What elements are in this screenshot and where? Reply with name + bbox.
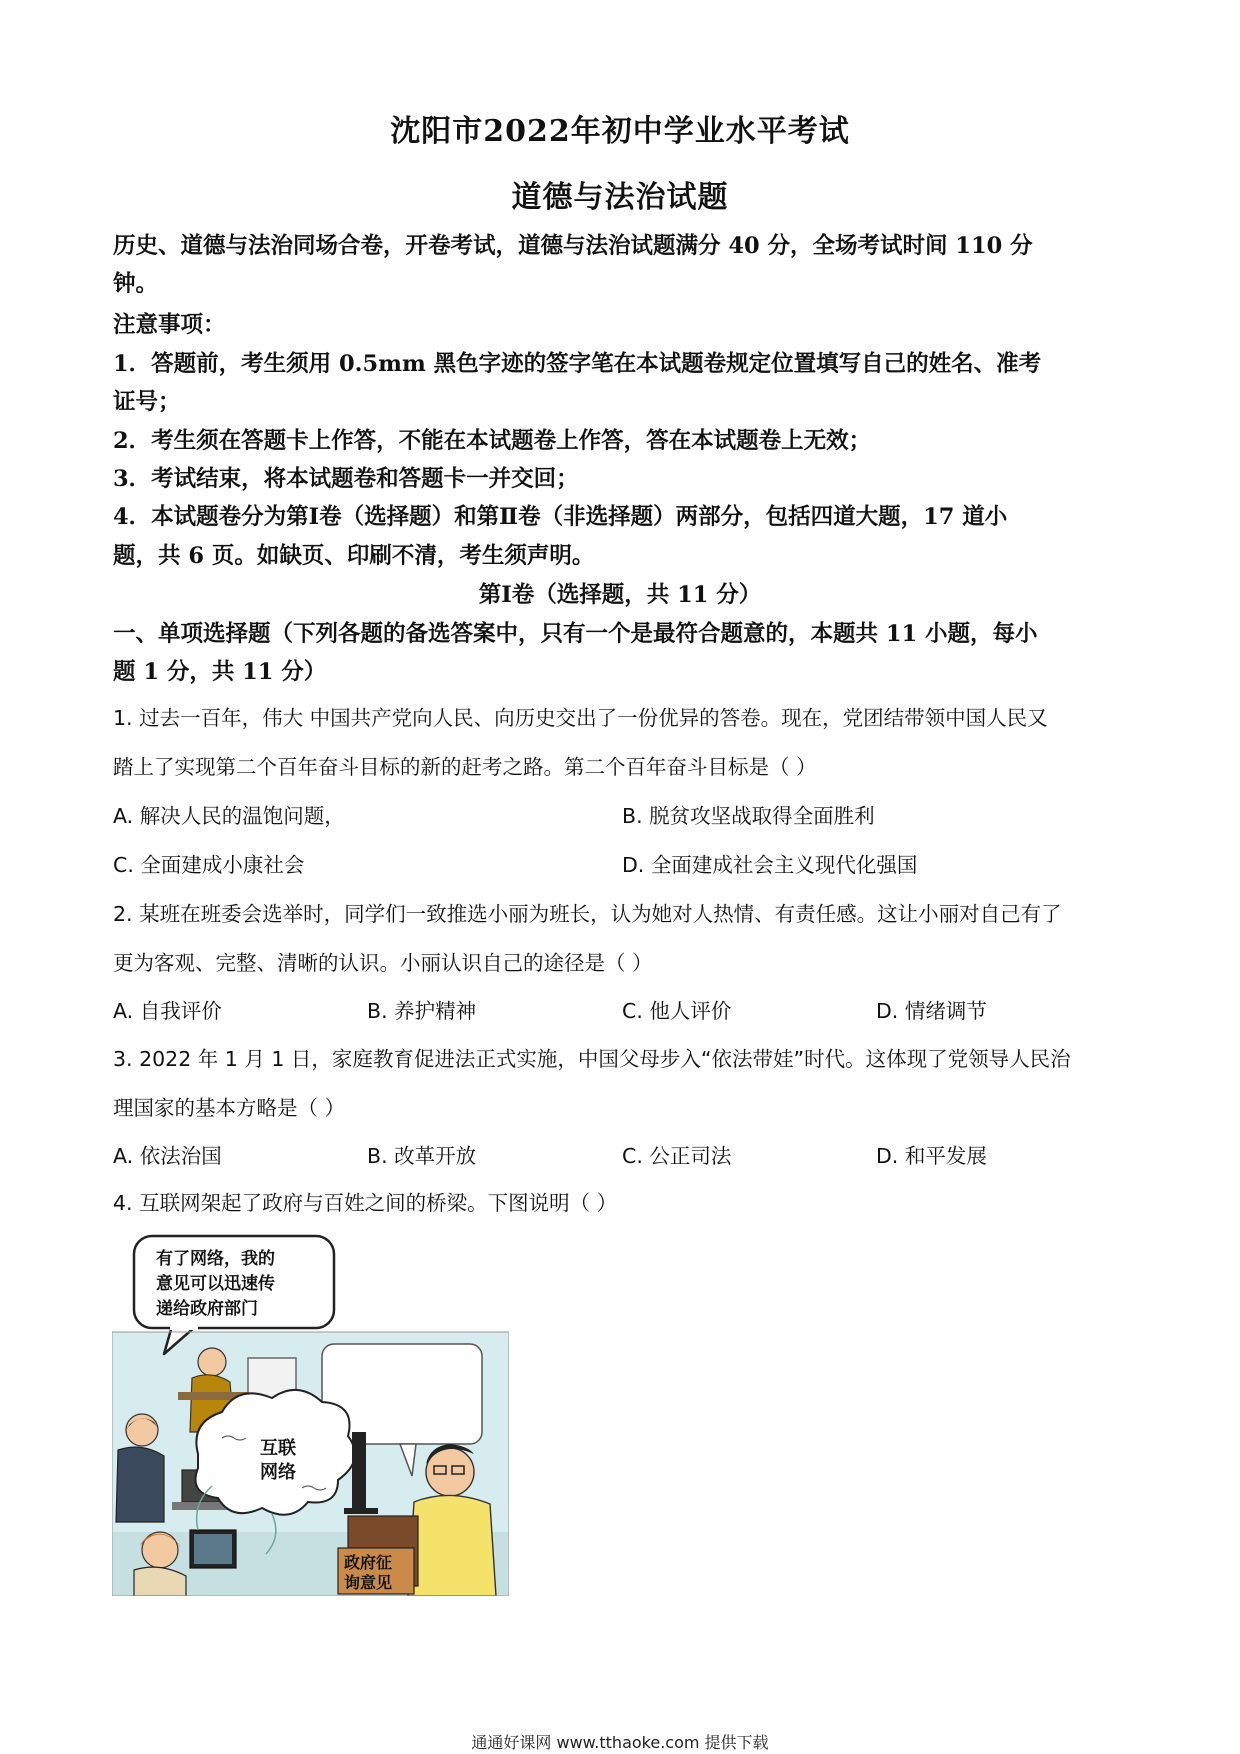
- sign-text-line-2: 询意见: [344, 1573, 393, 1592]
- notice-heading: 注意事项：: [113, 312, 226, 338]
- notice-item-2: 2．考生须在答题卡上作答，不能在本试题卷上作答，答在本试题卷上无效；: [113, 428, 872, 454]
- footer-credit: 通通好课网 www.tthaoke.com 提供下载: [471, 1733, 769, 1752]
- exam-subtitle: 道德与法治试题: [511, 180, 729, 215]
- question-1-line-2: 踏上了实现第二个百年奋斗目标的新的赶考之路。第二个百年奋斗目标是（ ）: [113, 755, 817, 779]
- question-3-option-b: B. 改革开放: [367, 1144, 477, 1168]
- question-3-line-2: 理国家的基本方略是（ ）: [113, 1096, 346, 1120]
- part-title: 第Ⅰ卷（选择题，共 11 分）: [478, 582, 762, 608]
- intro-line-1: 历史、道德与法治同场合卷，开卷考试，道德与法治试题满分 40 分，全场考试时间 110 分: [113, 233, 1033, 259]
- question-2-line-2: 更为客观、完整、清晰的认识。小丽认识自己的途径是（ ）: [113, 951, 653, 975]
- sign-text-line-1: 政府征: [344, 1553, 393, 1572]
- question-3-option-a: A. 依法治国: [113, 1144, 222, 1168]
- bubble-text-line-3: 递给政府部门: [156, 1299, 258, 1319]
- notice-item-3: 3．考试结束，将本试题卷和答题卡一并交回；: [113, 466, 579, 492]
- question-2-line-1: 2. 某班在班委会选举时，同学们一致推选小丽为班长，认为她对人热情、有责任感。这让小丽对自己有了: [113, 902, 1062, 926]
- question-1-line-1: 1. 过去一百年，伟大 中国共产党向人民、向历史交出了一份优异的答卷。现在，党团结带领中国人民又: [113, 706, 1048, 730]
- question-1-option-d: D. 全面建成社会主义现代化强国: [622, 853, 918, 877]
- section-heading-line-2: 题 1 分，共 11 分）: [113, 659, 327, 685]
- question-1-option-a: A. 解决人民的温饱问题，: [113, 804, 345, 828]
- question-2-option-a: A. 自我评价: [113, 999, 222, 1023]
- bubble-text-line-2: 意见可以迅速传: [156, 1274, 275, 1294]
- notice-item-1-line-1: 1．答题前，考生须用 0.5mm 黑色字迹的签字笔在本试题卷规定位置填写自己的姓名、准考: [113, 351, 1042, 377]
- question-3-option-c: C. 公正司法: [622, 1144, 732, 1168]
- bubble-text-line-1: 有了网络，我的: [156, 1249, 275, 1269]
- question-2-option-b: B. 养护精神: [367, 999, 477, 1023]
- notice-item-4-line-2: 题，共 6 页。如缺页、印刷不清，考生须声明。: [113, 543, 595, 569]
- exam-title: 沈阳市2022年初中学业水平考试: [390, 114, 850, 149]
- cloud-text-line-2: 网络: [260, 1462, 296, 1483]
- question-2-option-c: C. 他人评价: [622, 999, 732, 1023]
- intro-line-2: 钟。: [113, 271, 159, 297]
- question-4-line-1: 4. 互联网架起了政府与百姓之间的桥梁。下图说明（ ）: [113, 1191, 618, 1215]
- cartoon-illustration: [112, 1232, 509, 1596]
- question-2-option-d: D. 情绪调节: [876, 999, 987, 1023]
- question-3-line-1: 3. 2022 年 1 月 1 日，家庭教育促进法正式实施，中国父母步入“依法带娃”时代。这体现了党领导人民治: [113, 1047, 1071, 1071]
- government-sign: [338, 1548, 414, 1594]
- question-1-option-b: B. 脱贫攻坚战取得全面胜利: [622, 804, 875, 828]
- cloud-text-line-1: 互联: [260, 1438, 296, 1459]
- notice-item-4-line-1: 4．本试题卷分为第Ⅰ卷（选择题）和第Ⅱ卷（非选择题）两部分，包括四道大题，17 道小: [113, 504, 1008, 530]
- notice-item-1-line-2: 证号；: [113, 389, 181, 415]
- section-heading-line-1: 一、单项选择题（下列各题的备选答案中，只有一个是最符合题意的，本题共 11 小题，每小: [113, 621, 1038, 647]
- question-3-option-d: D. 和平发展: [876, 1144, 987, 1168]
- question-1-option-c: C. 全面建成小康社会: [113, 853, 305, 877]
